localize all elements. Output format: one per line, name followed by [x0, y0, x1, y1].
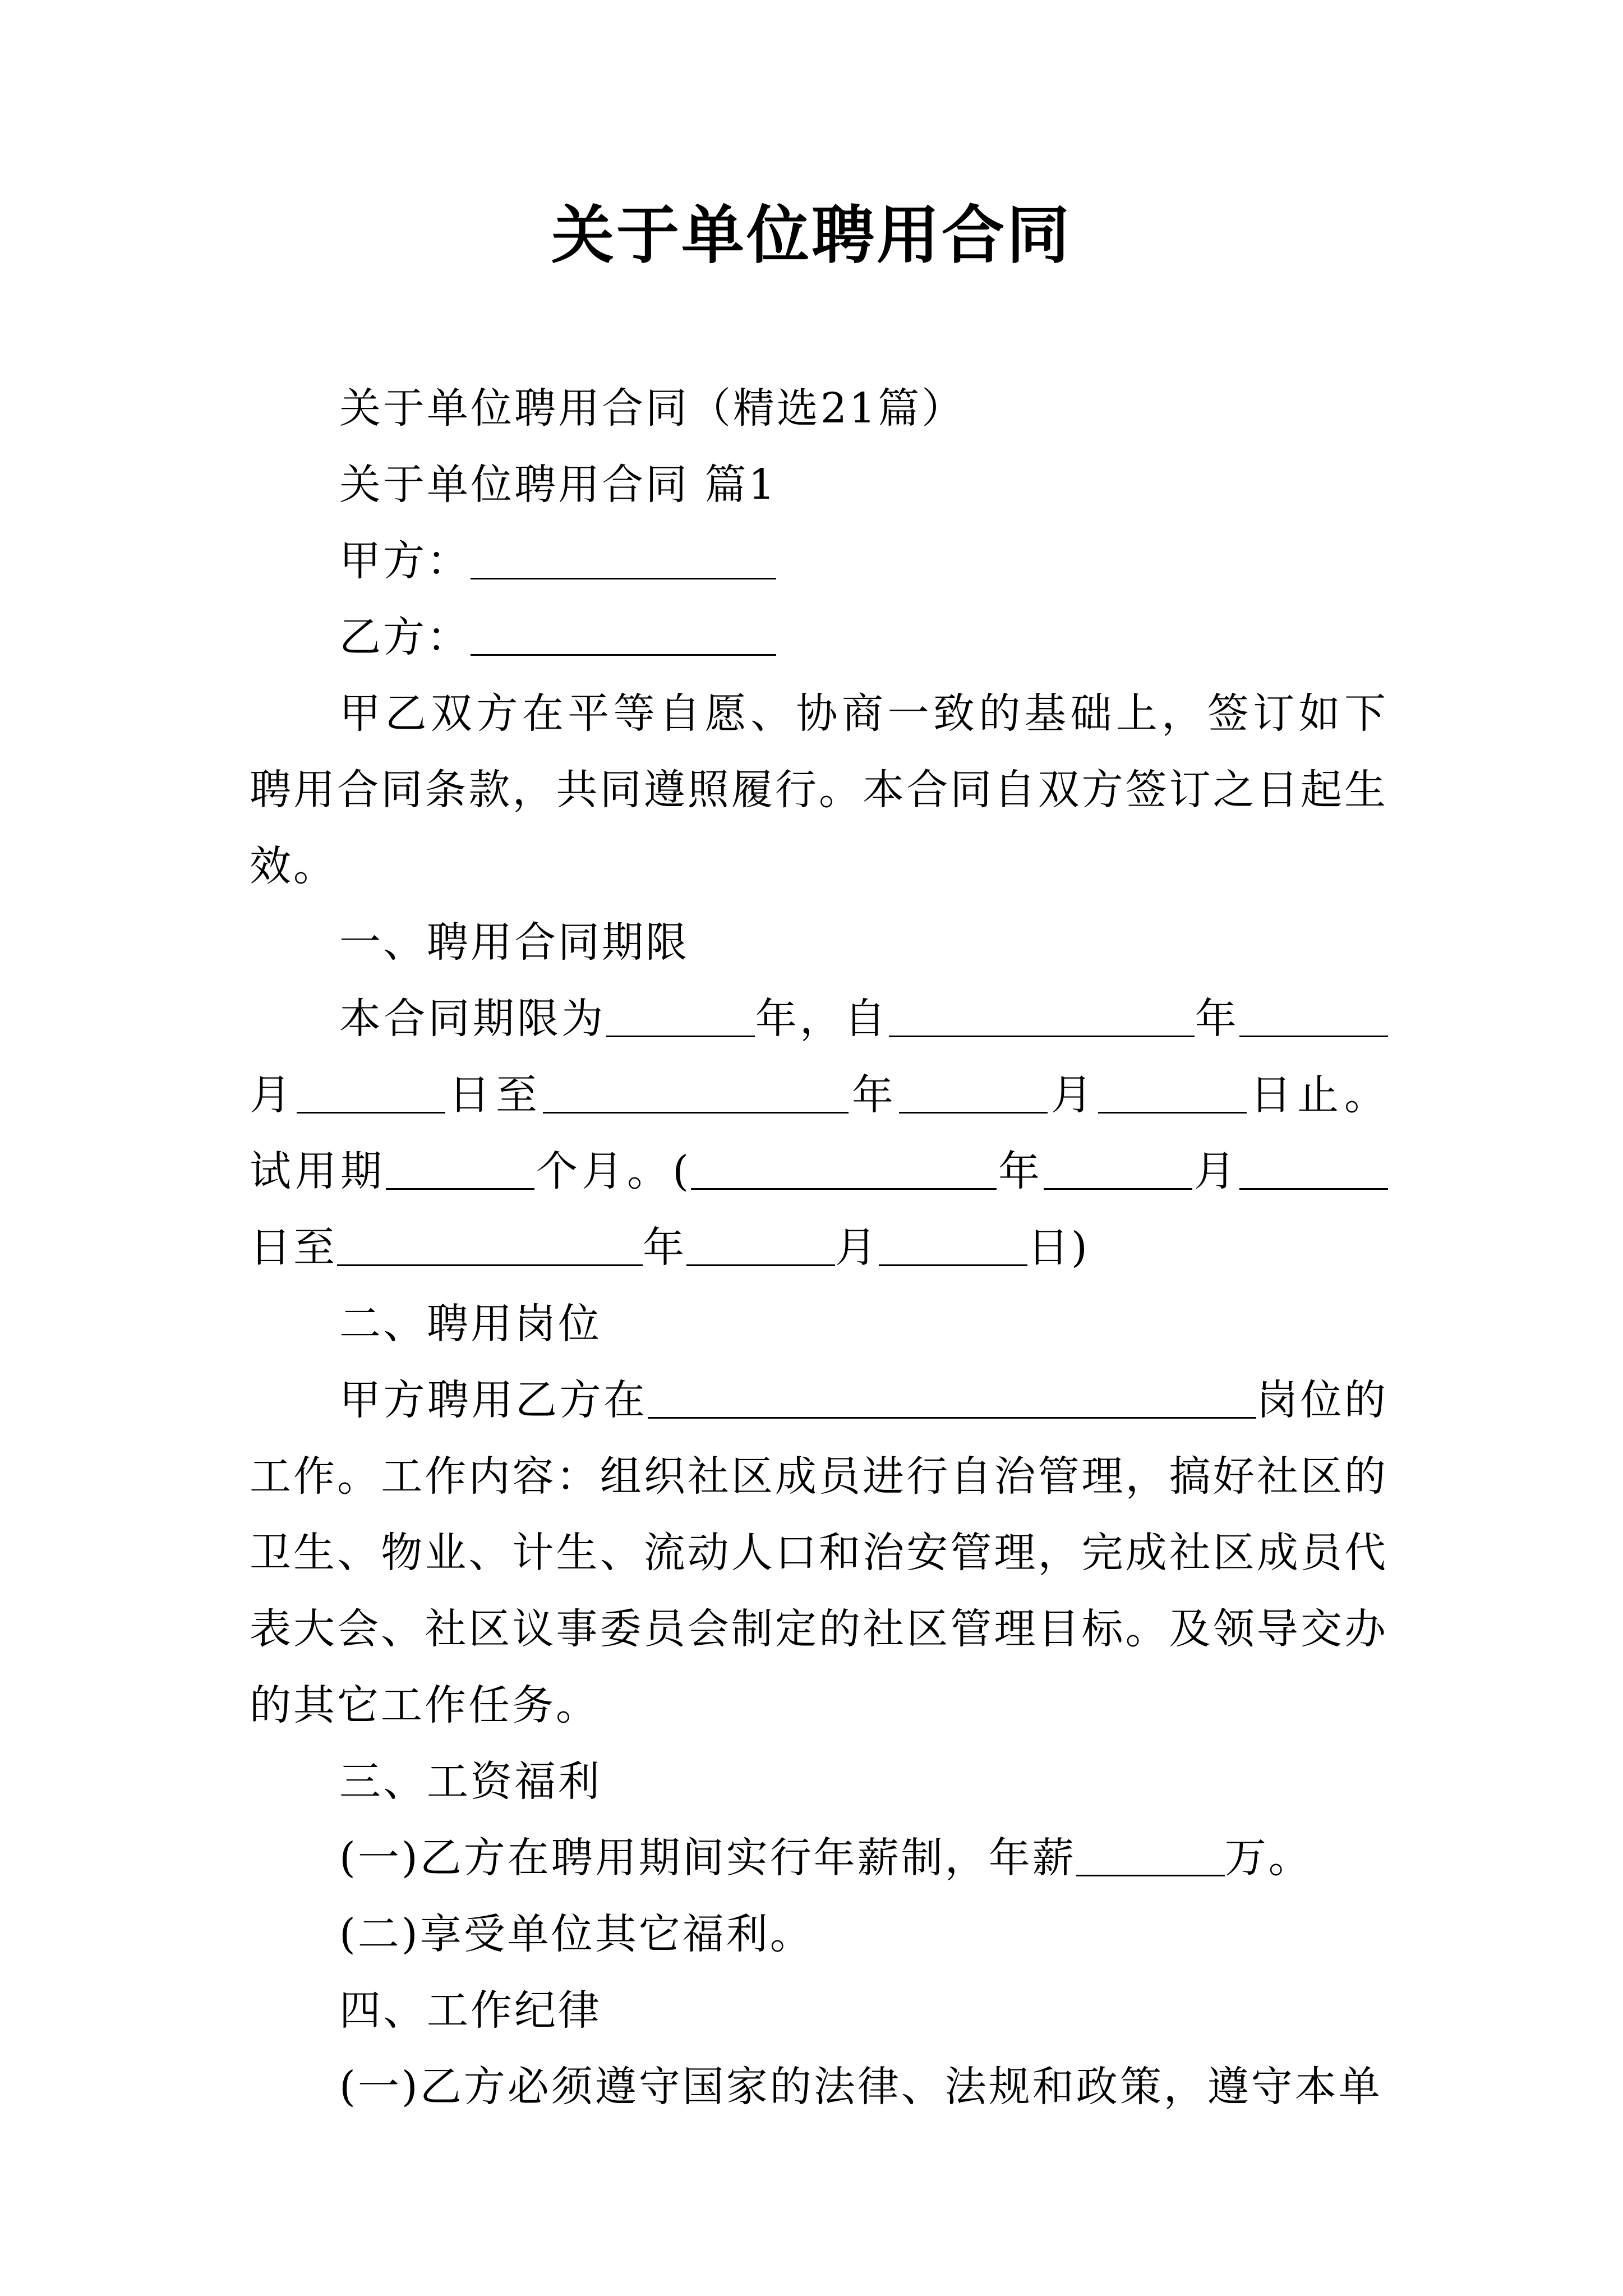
- subtitle: 关于单位聘用合同（精选21篇）: [339, 384, 966, 432]
- party-b-blank: [471, 613, 776, 656]
- document-body: [250, 370, 1388, 2125]
- term-text-1: 本合同期限为: [339, 995, 606, 1043]
- term-text-9: 个月。(: [534, 1147, 691, 1195]
- salary-text-1: (一)乙方在聘用期间实行年薪制，年薪: [339, 1834, 1076, 1882]
- post-text-2: 岗位的工作。工作内容：组织社区成员进行自治管理，搞好社区的卫生、物业、计生、流动人口和治安管理，完成社区成员代表大会、社区议事委员会制定的社区管理目标。及领导交办的其它工作任务。: [250, 1376, 1388, 1729]
- post-text-1: 甲方聘用乙方在: [339, 1376, 648, 1424]
- salary-paragraph: [250, 1820, 1388, 1896]
- term-text-14: 月: [835, 1223, 879, 1272]
- benefit-paragraph: (二)享受单位其它福利。: [339, 1910, 814, 1958]
- term-text-6: 年: [849, 1071, 899, 1119]
- salary-blank: [1076, 1833, 1225, 1876]
- term-text-10: 年: [996, 1147, 1044, 1195]
- term-text-3: 年: [1194, 995, 1239, 1043]
- term-text-4: 月: [250, 1071, 297, 1119]
- term-blank: [691, 1147, 997, 1190]
- term-blank: [1098, 1070, 1247, 1114]
- post-blank: [648, 1375, 1256, 1419]
- term-blank: [889, 994, 1195, 1037]
- party-a-line: [250, 523, 1388, 599]
- term-text-13: 年: [643, 1223, 686, 1272]
- document-title: 关于单位聘用合同: [551, 199, 1072, 272]
- heading-term: 一、聘用合同期限: [339, 918, 689, 967]
- term-blank: [297, 1070, 445, 1114]
- party-a-blank: [471, 536, 776, 579]
- intro-paragraph: 甲乙双方在平等自愿、协商一致的基础上，签订如下聘用合同条款，共同遵照履行。本合同自双方签订之日起生效。: [250, 689, 1388, 890]
- post-paragraph: [250, 1362, 1388, 1743]
- term-text-8: 日止。试用期: [250, 1071, 1388, 1195]
- term-blank: [1239, 1147, 1388, 1190]
- term-text-15: 日): [1027, 1223, 1090, 1272]
- term-text-12: 日至: [250, 1223, 337, 1272]
- party-b-label: 乙方：: [339, 613, 471, 661]
- term-text-11: 月: [1192, 1147, 1240, 1195]
- term-text-5: 日至: [445, 1071, 543, 1119]
- term-text-2: 年，自: [754, 995, 889, 1043]
- term-blank: [543, 1070, 849, 1114]
- term-blank: [879, 1223, 1027, 1266]
- term-blank: [686, 1223, 835, 1266]
- heading-salary: 三、工资福利: [339, 1757, 602, 1806]
- heading-post: 二、聘用岗位: [339, 1300, 602, 1348]
- term-blank: [386, 1147, 534, 1190]
- term-blank: [1239, 994, 1388, 1037]
- term-blank: [337, 1223, 643, 1266]
- party-a-label: 甲方：: [339, 537, 471, 585]
- term-text-7: 月: [1048, 1071, 1098, 1119]
- term-blank: [606, 994, 755, 1037]
- discipline-paragraph: (一)乙方必须遵守国家的法律、法规和政策，遵守本单: [339, 2063, 1382, 2111]
- section-heading: 关于单位聘用合同 篇1: [339, 461, 777, 509]
- term-paragraph: [250, 981, 1388, 1286]
- salary-text-2: 万。: [1224, 1834, 1312, 1882]
- term-blank: [899, 1070, 1048, 1114]
- heading-discipline: 四、工作纪律: [339, 1986, 602, 2035]
- party-b-line: [250, 599, 1388, 675]
- term-blank: [1044, 1147, 1192, 1190]
